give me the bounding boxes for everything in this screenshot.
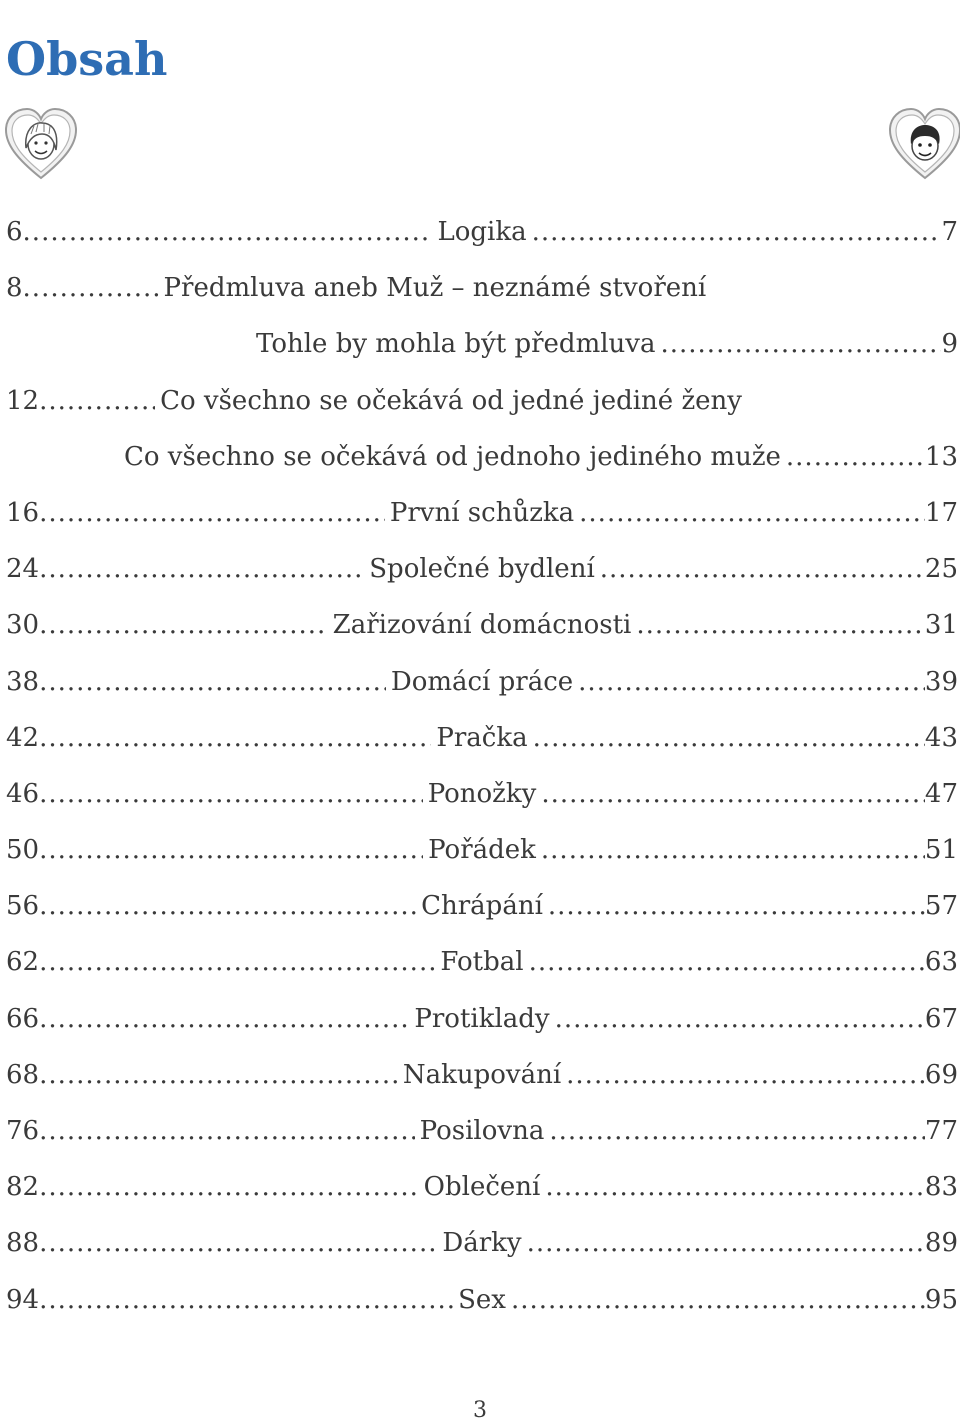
toc-left-page: 6 [6,217,23,247]
toc-entry-title: Sex [458,1284,506,1315]
toc-entry-title: Oblečení [423,1172,541,1203]
toc-right-page: 57 [924,891,958,922]
toc-left-page: 8 [6,273,23,304]
toc-right-page: 63 [924,947,958,978]
toc-dot-leader [23,260,159,316]
toc-row[interactable] [6,373,958,429]
toc-entry-title: Co všechno se očekává od jednoho jediného muže [124,441,781,472]
toc-right-page: 39 [924,666,959,697]
toc-row[interactable] [6,1215,958,1271]
toc-dot-leader [39,878,416,934]
toc-entry-title: Nakupování [402,1059,562,1090]
toc-row[interactable] [6,597,958,653]
toc-right-page: 83 [924,1172,959,1203]
toc-row[interactable] [6,766,958,822]
toc-right-page: 13 [924,441,958,472]
toc-dot-leader [39,1103,415,1159]
toc-left-page: 42 [6,722,40,753]
toc-entry-title: Logika [437,217,527,247]
page-title: Obsah [6,31,168,86]
toc-dot-leader [566,1047,925,1103]
toc-left-page: 68 [6,1059,40,1090]
toc-row[interactable] [6,1272,958,1328]
toc-dot-leader [39,485,385,541]
toc-row[interactable] [6,429,958,485]
toc-right-page: 67 [924,1003,958,1034]
toc-dot-leader [786,429,925,485]
toc-dot-leader [541,822,925,878]
toc-right-page: 17 [924,497,959,528]
toc-row[interactable] [6,485,958,541]
toc-row[interactable] [6,1103,958,1159]
toc-dot-leader [527,1215,925,1271]
toc-dot-leader [545,1159,925,1215]
toc-dot-leader [39,822,423,878]
toc-dot-leader [39,597,328,653]
toc-row[interactable] [6,316,958,372]
toc-row[interactable] [6,541,958,597]
toc-right-page: 7 [941,217,959,247]
toc-row[interactable] [6,204,958,260]
toc-right-page: 69 [924,1059,958,1090]
toc-row[interactable] [6,822,958,878]
toc-entry-title: Předmluva aneb Muž – neznámé stvoření [163,273,707,304]
toc-right-page: 31 [924,610,959,641]
toc-dot-leader [39,654,386,710]
toc-dot-leader [39,1272,453,1328]
toc-entry-title: Fotbal [440,947,524,978]
toc-row[interactable] [6,934,958,990]
toc-entry-title: Pračka [436,722,528,753]
toc-entry-title: Ponožky [427,778,537,809]
toc-right-page: 89 [924,1228,958,1259]
toc-row[interactable] [6,710,958,766]
toc-left-page: 50 [6,835,40,866]
toc-entry-title: Společné bydlení [369,554,595,585]
toc-dot-leader [555,991,925,1047]
toc-entry-title: Posilovna [419,1116,545,1146]
toc-row[interactable] [6,1159,958,1215]
toc-dot-leader [39,1215,437,1271]
toc-entry-title: Co všechno se očekává od jedné jediné ženy [160,385,742,416]
toc-right-page: 77 [924,1116,958,1146]
toc-entry-title: Protiklady [414,1003,550,1034]
toc-left-page: 38 [6,666,40,697]
toc-entry-title: Tohle by mohla být předmluva [256,329,656,360]
toc-entry-title: Zařizování domácnosti [332,610,632,641]
toc-dot-leader [39,766,423,822]
toc-dot-leader [39,1159,419,1215]
woman-face-heart-icon [4,106,78,182]
table-of-contents [6,204,958,1328]
page-number: 3 [473,1398,487,1423]
man-face-heart-icon [888,106,960,182]
toc-left-page: 82 [6,1172,40,1203]
toc-entry-title: Pořádek [428,835,536,866]
toc-row[interactable] [6,991,958,1047]
toc-left-page: 24 [6,554,40,585]
toc-dot-leader [533,710,925,766]
toc-left-page: 88 [6,1228,40,1259]
toc-left-page: 30 [6,610,40,641]
toc-row[interactable] [6,1047,958,1103]
toc-dot-leader [39,710,431,766]
toc-entry-title: Chrápání [421,891,543,922]
toc-left-page: 76 [6,1116,40,1146]
toc-dot-leader [548,878,925,934]
toc-dot-leader [529,934,925,990]
toc-row[interactable] [6,878,958,934]
toc-dot-leader [579,485,925,541]
toc-left-page: 62 [6,947,40,978]
toc-dot-leader [39,373,155,429]
toc-right-page: 9 [941,329,958,360]
toc-row[interactable] [6,260,958,316]
toc-entry-title: První schůzka [389,497,575,528]
toc-dot-leader [39,934,435,990]
toc-left-page: 66 [6,1003,40,1034]
toc-right-page: 95 [924,1284,958,1315]
toc-left-page: 16 [6,497,40,528]
toc-dot-leader [39,1047,398,1103]
toc-dot-leader [511,1272,925,1328]
toc-left-page: 46 [6,778,40,809]
toc-dot-leader [636,597,925,653]
toc-left-page: 56 [6,891,40,922]
toc-right-page: 43 [924,722,958,753]
toc-dot-leader [532,204,942,260]
toc-dot-leader [39,991,409,1047]
toc-right-page: 47 [924,778,959,809]
toc-dot-leader [549,1103,925,1159]
toc-dot-leader [23,204,433,260]
toc-dot-leader [578,654,925,710]
toc-entry-title: Domácí práce [390,666,574,697]
toc-dot-leader [39,541,364,597]
toc-right-page: 51 [924,835,958,866]
toc-right-page: 25 [924,554,959,585]
toc-dot-leader [660,316,941,372]
toc-dot-leader [600,541,925,597]
toc-left-page: 94 [6,1284,40,1315]
toc-row[interactable] [6,654,958,710]
toc-left-page: 12 [6,385,40,416]
toc-entry-title: Dárky [442,1228,522,1259]
toc-dot-leader [541,766,925,822]
